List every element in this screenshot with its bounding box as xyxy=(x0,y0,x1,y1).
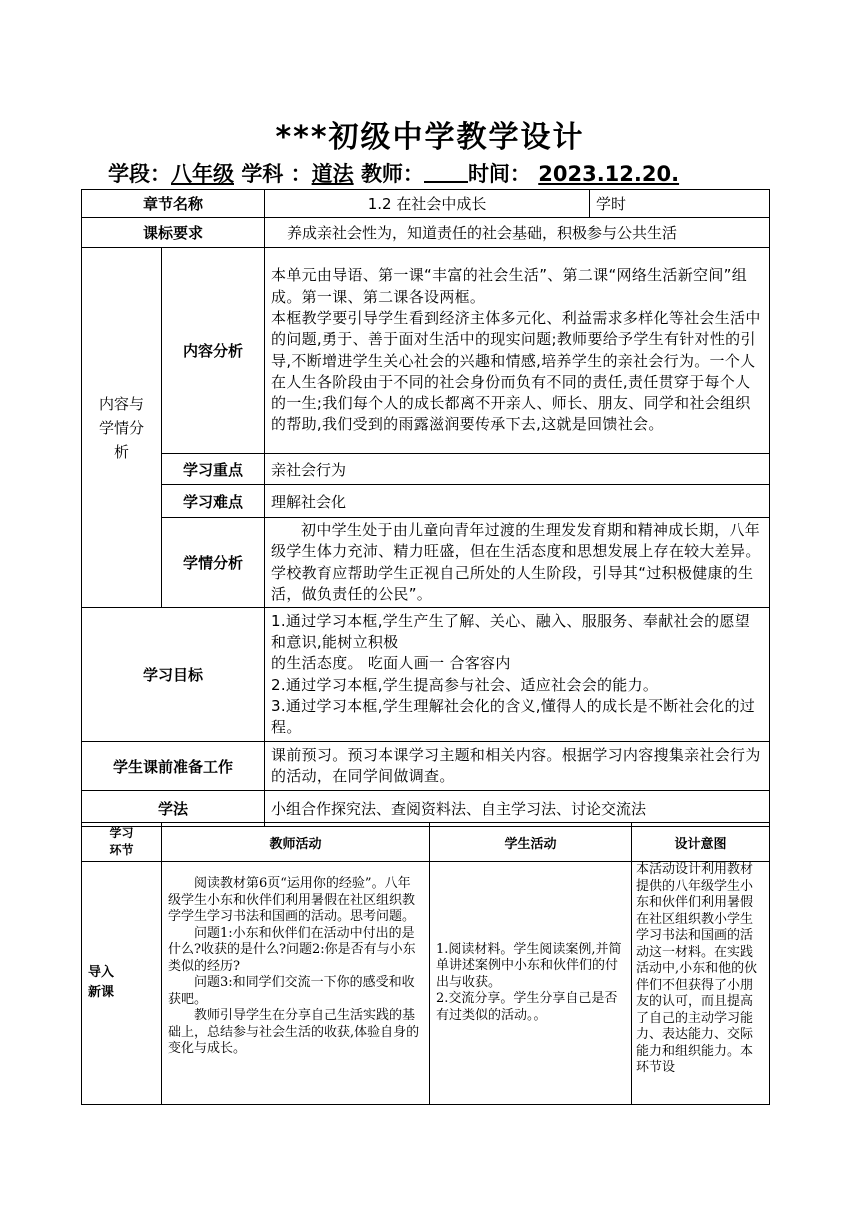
teacher-paragraph: 问题3:和同学们交流一下你的感受和收获吧。 xyxy=(168,975,415,1007)
hours-label: 学时 xyxy=(590,190,770,218)
difficulty-value: 理解社会化 xyxy=(265,485,770,518)
time-value: 2023.12.20. xyxy=(538,162,680,186)
table-row xyxy=(82,218,770,248)
table-row xyxy=(82,190,770,218)
table-row xyxy=(82,518,770,608)
design-intent-cell: 本活动设计利用教材提供的八年级学生小东和伙伴们利用暑假在社区组织教小学生学习书法和国画的活动这一材料。在实践活动中,小东和他的伙伴们不但获得了小朋友的认可，而且提高了自己的主动学习能力、表达能力、交际能力和组织能力。本环节设 xyxy=(632,862,770,1105)
teacher-paragraph: 问题1:小东和伙伴们在活动中付出的是什么?收获的是什么?问题2:你是否有与小东类似的经历? xyxy=(168,925,416,974)
content-label: 内容分析 xyxy=(162,248,265,454)
stage-line: 新课 xyxy=(88,985,115,1000)
student-paragraph: 1.阅读材料。学生阅读案例,并简单讲述案例中小东和伙伴们的付出与收获。 xyxy=(436,941,622,990)
chapter-value: 1.2 在社会中成长 xyxy=(265,190,590,218)
lesson-process-table xyxy=(81,822,770,1105)
teacher-paragraph: 教师引导学生在分享自己生活实践的基础上，总结参与社会生活的收获,体验自身的变化与成长。 xyxy=(168,1008,420,1056)
prep-label: 学生课前准备工作 xyxy=(82,742,265,791)
header-stage-line: 环节 xyxy=(109,843,134,857)
stage-line: 导入 xyxy=(88,965,115,980)
method-label: 学法 xyxy=(82,791,265,827)
header-stage-line: 学习 xyxy=(109,826,134,840)
header-stage xyxy=(82,823,162,862)
goals-label: 学习目标 xyxy=(82,608,265,742)
key-point-value: 亲社会行为 xyxy=(265,454,770,485)
document-title: ***初级中学教学设计 xyxy=(275,120,585,155)
teacher-label: 教师： xyxy=(360,162,424,186)
header-teacher: 教师活动 xyxy=(162,823,430,862)
content-paragraph: 本单元由导语、第一课“丰富的社会生活”、第二课“网络生活新空间”组成。第一课、第二课各设两框。 xyxy=(271,266,748,306)
table-row xyxy=(82,485,770,518)
analysis-label: 内容与学情分析 xyxy=(82,248,162,608)
stage-cell xyxy=(82,862,162,1105)
header-intent: 设计意图 xyxy=(632,823,770,862)
table-row xyxy=(82,823,770,862)
content-analysis-cell xyxy=(265,248,770,454)
student-paragraph: 2.交流分享。学生分享自己是否有过类似的活动。。 xyxy=(436,991,618,1023)
teacher-blank xyxy=(424,161,468,183)
table-row xyxy=(82,608,770,742)
time-label: 时间： xyxy=(467,162,531,186)
situation-label: 学情分析 xyxy=(162,518,265,608)
document-header-line xyxy=(108,158,768,188)
header-student: 学生活动 xyxy=(430,823,632,862)
student-activity-cell xyxy=(430,862,632,1105)
situation-value: 初中学生处于由儿童向青年过渡的生理发发育期和精神成长期，八年级学生体力充沛、精力旺盛，但在生活态度和思想发展上存在较大差异。学校教育应帮助学生正视自己所处的人生阶段，引导其“过积极健康的生活，做负责任的公民”。 xyxy=(265,518,770,608)
standard-label: 课标要求 xyxy=(82,218,265,248)
goal-line: 的生活态度。 吃面人画一 合客容内 xyxy=(271,654,511,673)
subject-label: 学科 ： xyxy=(241,162,312,186)
subject-value: 道法 xyxy=(311,162,354,186)
table-row xyxy=(82,248,770,454)
table-row xyxy=(82,862,770,1105)
teacher-activity-cell xyxy=(162,862,430,1105)
goal-line: 3.通过学习本框,学生理解社会化的含义,懂得人的成长是不断社会化的过程。 xyxy=(271,696,756,737)
table-row xyxy=(82,742,770,791)
goal-line: 2.通过学习本框,学生提高参与社会、适应社会会的能力。 xyxy=(271,675,659,694)
lesson-info-table xyxy=(81,189,770,827)
stage-value: 八年级 xyxy=(171,162,234,186)
stage-label: 学段： xyxy=(108,162,171,186)
table-row xyxy=(82,454,770,485)
difficulty-label: 学习难点 xyxy=(162,485,265,518)
method-value: 小组合作探究法、查阅资料法、自主学习法、讨论交流法 xyxy=(265,791,770,827)
key-point-label: 学习重点 xyxy=(162,454,265,485)
chapter-label: 章节名称 xyxy=(82,190,265,218)
goal-line: 1.通过学习本框,学生产生了解、关心、融入、服服务、奉献社会的愿望和意识,能树立积极 xyxy=(271,611,750,652)
standard-value: 养成亲社会性为，知道责任的社会基础，积极参与公共生活 xyxy=(265,218,770,248)
content-paragraph: 本框教学要引导学生看到经济主体多元化、利益需求多样化等社会生活中的问题,勇于、善于面对生活中的现实问题;教师要给予学生有针对性的引导,不断增进学生关心社会的兴趣和情感,培养学生的亲社会行为。一个人在人生各阶段由于不同的社会身份而负有不同的责任,责任贯穿于每个人的一生;我们每个人的成长都离不开亲人、师长、朋友、同学和社会组织的帮助,我们受到的雨露滋润要传承下去,这就是回馈社会。 xyxy=(271,308,761,434)
prep-value: 课前预习。预习本课学习主题和相关内容。根据学习内容搜集亲社会行为的活动，在同学间做调查。 xyxy=(265,742,770,791)
goals-cell xyxy=(265,608,770,742)
teacher-paragraph: 阅读教材第6页“运用你的经验”。八年级学生小东和伙伴们利用暑假在社区组织教学学生学习书法和国画的活动。思考问题。 xyxy=(168,876,416,924)
